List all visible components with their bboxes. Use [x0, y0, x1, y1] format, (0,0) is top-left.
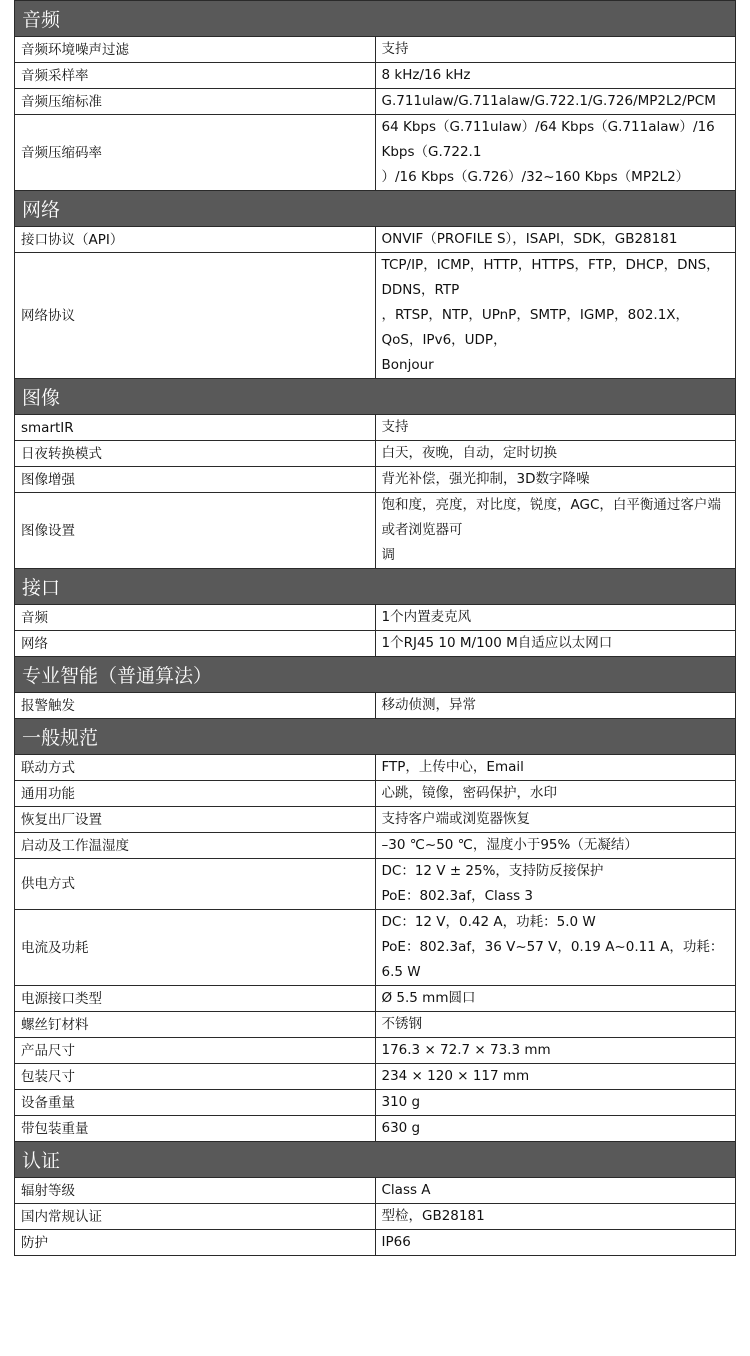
- section-title: 专业智能（普通算法）: [15, 657, 736, 693]
- section-title: 音频: [15, 1, 736, 37]
- spec-row: [15, 859, 736, 910]
- spec-label: 启动及工作温湿度: [15, 833, 376, 859]
- spec-row: [15, 1038, 736, 1064]
- spec-row: [15, 493, 736, 569]
- spec-label: 网络: [15, 631, 376, 657]
- spec-label: 防护: [15, 1230, 376, 1256]
- section-header: [15, 379, 736, 415]
- spec-label: 接口协议（API）: [15, 227, 376, 253]
- section-header: [15, 1142, 736, 1178]
- section-title: 认证: [15, 1142, 736, 1178]
- spec-row: [15, 37, 736, 63]
- spec-row: [15, 807, 736, 833]
- section-header: [15, 1, 736, 37]
- spec-label: 通用功能: [15, 781, 376, 807]
- spec-row: [15, 467, 736, 493]
- spec-label: 日夜转换模式: [15, 441, 376, 467]
- section-header: [15, 719, 736, 755]
- spec-value: 型检，GB28181: [375, 1204, 736, 1230]
- spec-value: 移动侦测，异常: [375, 693, 736, 719]
- spec-value: ONVIF（PROFILE S），ISAPI，SDK，GB28181: [375, 227, 736, 253]
- spec-row: [15, 631, 736, 657]
- spec-value: 1个内置麦克风: [375, 605, 736, 631]
- spec-row: [15, 1116, 736, 1142]
- spec-row: [15, 1230, 736, 1256]
- spec-value: 64 Kbps（G.711ulaw）/64 Kbps（G.711alaw）/16 Kbps（G.722.1 ）/16 Kbps（G.726）/32~160 Kbps（MP2L2）: [375, 115, 736, 191]
- spec-value: 支持: [375, 37, 736, 63]
- spec-label: 电流及功耗: [15, 910, 376, 986]
- spec-label: 音频压缩标准: [15, 89, 376, 115]
- spec-label: 音频采样率: [15, 63, 376, 89]
- spec-label: 包装尺寸: [15, 1064, 376, 1090]
- spec-label: 国内常规认证: [15, 1204, 376, 1230]
- spec-value: 8 kHz/16 kHz: [375, 63, 736, 89]
- section-header: [15, 191, 736, 227]
- spec-value: 234 × 120 × 117 mm: [375, 1064, 736, 1090]
- spec-value: 白天，夜晚，自动，定时切换: [375, 441, 736, 467]
- spec-label: 图像增强: [15, 467, 376, 493]
- spec-row: [15, 1090, 736, 1116]
- spec-value: 饱和度，亮度，对比度，锐度，AGC，白平衡通过客户端或者浏览器可 调: [375, 493, 736, 569]
- spec-row: [15, 253, 736, 379]
- spec-label: 恢复出厂设置: [15, 807, 376, 833]
- section-title: 接口: [15, 569, 736, 605]
- spec-table-body: [15, 1, 736, 1256]
- spec-row: [15, 986, 736, 1012]
- spec-label: 产品尺寸: [15, 1038, 376, 1064]
- spec-value: Ø 5.5 mm圆口: [375, 986, 736, 1012]
- spec-label: 音频环境噪声过滤: [15, 37, 376, 63]
- spec-value: 背光补偿，强光抑制，3D数字降噪: [375, 467, 736, 493]
- spec-row: [15, 1204, 736, 1230]
- spec-label: 带包装重量: [15, 1116, 376, 1142]
- spec-label: 图像设置: [15, 493, 376, 569]
- spec-label: 设备重量: [15, 1090, 376, 1116]
- section-header: [15, 657, 736, 693]
- spec-row: [15, 605, 736, 631]
- spec-value: IP66: [375, 1230, 736, 1256]
- spec-row: [15, 115, 736, 191]
- spec-row: [15, 63, 736, 89]
- spec-value: TCP/IP，ICMP，HTTP，HTTPS，FTP，DHCP，DNS，DDNS，RTP ，RTSP，NTP，UPnP，SMTP，IGMP，802.1X，QoS，IPv6，UDP， Bonjour: [375, 253, 736, 379]
- spec-table: [14, 0, 736, 1256]
- spec-label: 音频压缩码率: [15, 115, 376, 191]
- spec-value: 1个RJ45 10 M/100 M自适应以太网口: [375, 631, 736, 657]
- spec-label: 螺丝钉材料: [15, 1012, 376, 1038]
- spec-label: 辐射等级: [15, 1178, 376, 1204]
- spec-label: 供电方式: [15, 859, 376, 910]
- spec-value: 支持: [375, 415, 736, 441]
- spec-value: 不锈钢: [375, 1012, 736, 1038]
- section-title: 一般规范: [15, 719, 736, 755]
- spec-value: DC：12 V ± 25%，支持防反接保护 PoE：802.3af，Class 3: [375, 859, 736, 910]
- spec-label: 报警触发: [15, 693, 376, 719]
- spec-row: [15, 781, 736, 807]
- spec-value: Class A: [375, 1178, 736, 1204]
- spec-row: [15, 755, 736, 781]
- spec-value: DC：12 V，0.42 A，功耗：5.0 W PoE：802.3af，36 V~57 V，0.19 A~0.11 A，功耗：6.5 W: [375, 910, 736, 986]
- spec-row: [15, 1064, 736, 1090]
- spec-row: [15, 415, 736, 441]
- spec-row: [15, 833, 736, 859]
- spec-row: [15, 693, 736, 719]
- spec-row: [15, 441, 736, 467]
- spec-label: 网络协议: [15, 253, 376, 379]
- spec-value: FTP，上传中心，Email: [375, 755, 736, 781]
- spec-row: [15, 910, 736, 986]
- section-header: [15, 569, 736, 605]
- section-title: 网络: [15, 191, 736, 227]
- spec-label: 电源接口类型: [15, 986, 376, 1012]
- spec-row: [15, 1012, 736, 1038]
- spec-value: G.711ulaw/G.711alaw/G.722.1/G.726/MP2L2/PCM: [375, 89, 736, 115]
- spec-row: [15, 1178, 736, 1204]
- spec-row: [15, 89, 736, 115]
- spec-value: 176.3 × 72.7 × 73.3 mm: [375, 1038, 736, 1064]
- spec-row: [15, 227, 736, 253]
- spec-label: 联动方式: [15, 755, 376, 781]
- spec-value: –30 ℃~50 ℃，湿度小于95%（无凝结）: [375, 833, 736, 859]
- spec-value: 630 g: [375, 1116, 736, 1142]
- spec-value: 心跳，镜像，密码保护，水印: [375, 781, 736, 807]
- spec-label: smartIR: [15, 415, 376, 441]
- section-title: 图像: [15, 379, 736, 415]
- spec-value: 支持客户端或浏览器恢复: [375, 807, 736, 833]
- spec-label: 音频: [15, 605, 376, 631]
- spec-value: 310 g: [375, 1090, 736, 1116]
